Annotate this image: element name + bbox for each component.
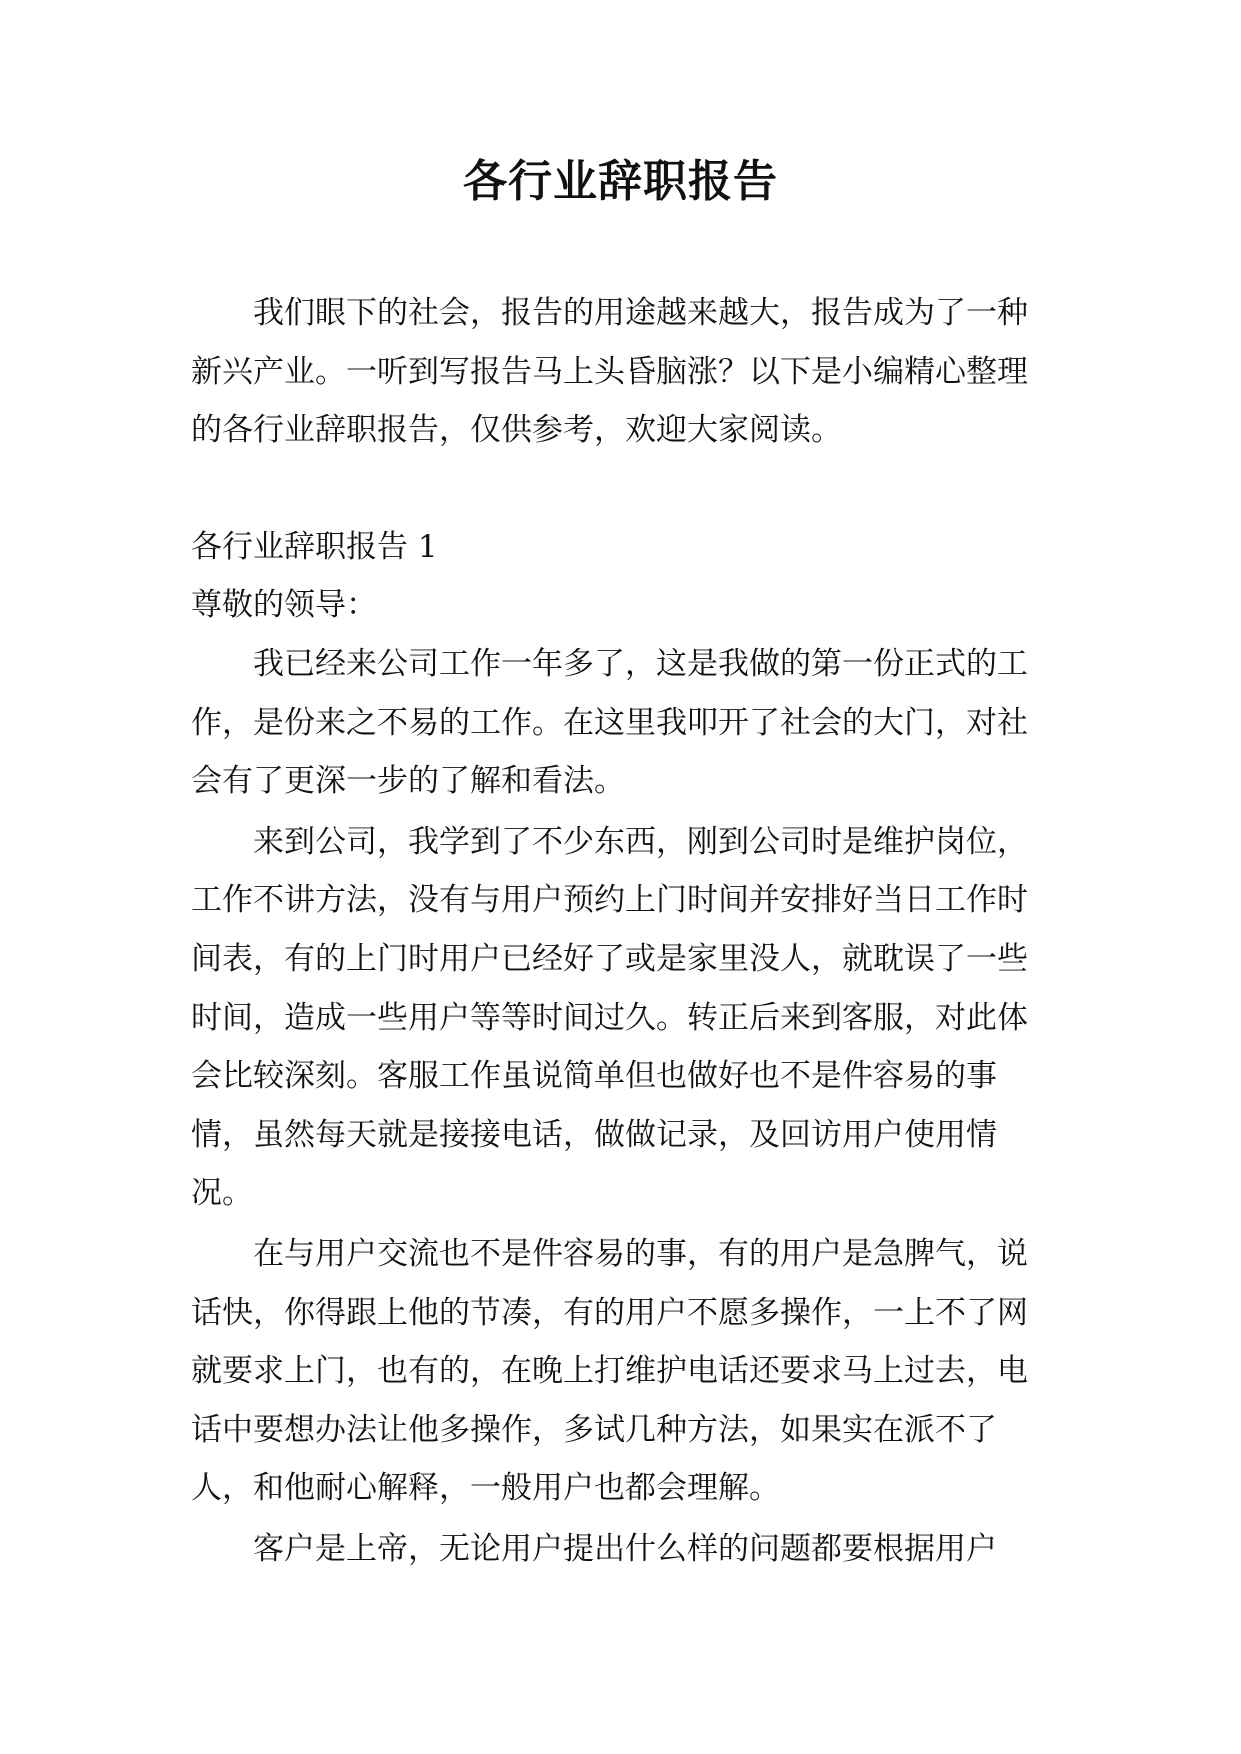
intro-paragraph: 我们眼下的社会，报告的用途越来越大，报告成为了一种新兴产业。一听到写报告马上头昏脑涨？以下是小编精心整理的各行业辞职报告，仅供参考，欢迎大家阅读。: [191, 295, 1028, 449]
salutation: 尊敬的领导：: [191, 587, 377, 624]
document-body: [191, 284, 1051, 1578]
body-paragraph: 在与用户交流也不是件容易的事，有的用户是急脾气，说话快，你得跟上他的节凑，有的用户不愿多操作，一上不了网就要求上门，也有的，在晚上打维护电话还要求马上过去，电话中要想办法让他多操作，多试几种方法，如果实在派不了人，和他耐心解释，一般用户也都会理解。: [191, 1235, 1028, 1507]
body-paragraph: 我已经来公司工作一年多了，这是我做的第一份正式的工作，是份来之不易的工作。在这里我叩开了社会的大门，对社会有了更深一步的了解和看法。: [191, 645, 1028, 800]
body-paragraph: 来到公司，我学到了不少东西，刚到公司时是维护岗位，工作不讲方法，没有与用户预约上门时间并安排好当日工作时间表，有的上门时用户已经好了或是家里没人，就耽误了一些时间，造成一些用户等等时间过久。转正后来到客服，对此体会比较深刻。客服工作虽说简单但也做好也不是件容易的事情，虽然每天就是接接电话，做做记录，及回访用户使用情况。: [191, 823, 1028, 1212]
section-heading: 各行业辞职报告 1: [191, 528, 438, 565]
body-paragraph: 客户是上帝，无论用户提出什么样的问题都要根据用户: [253, 1530, 997, 1567]
document-title: 各行业辞职报告: [463, 156, 778, 207]
